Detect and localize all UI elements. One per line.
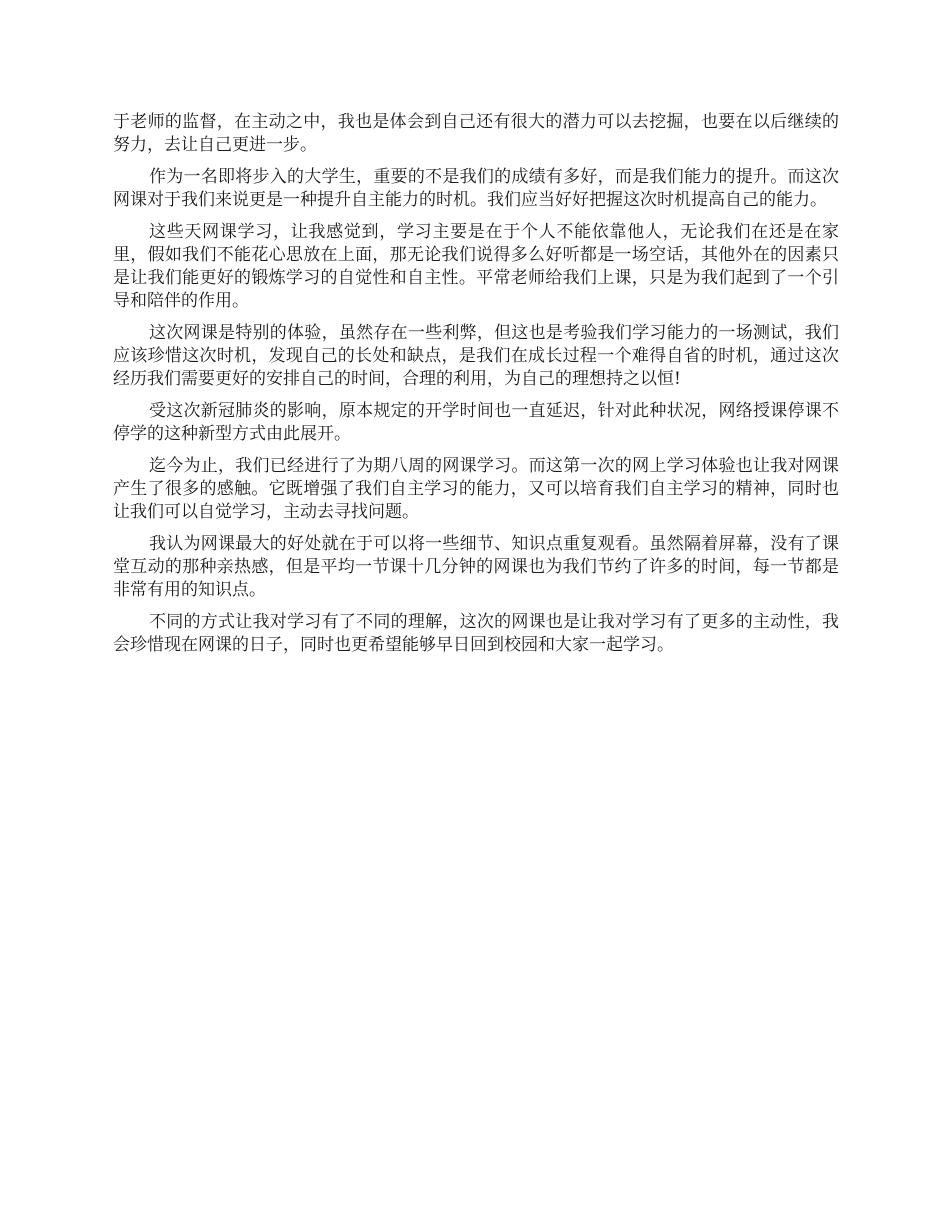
paragraph-continuation: 于老师的监督，在主动之中，我也是体会到自己还有很大的潜力可以去挖掘，也要在以后继续的努力，去让自己更进一步。 (113, 112, 839, 155)
paragraph: 这些天网课学习，让我感觉到，学习主要是在于个人不能依靠他人，无论我们在还是在家里，假如我们不能花心思放在上面，那无论我们说得多么好听都是一场空话，其他外在的因素只是让我们能更好的锻炼学习的自觉性和自主性。平常老师给我们上课，只是为我们起到了一个引导和陪伴的作用。 (113, 222, 839, 311)
document-body (113, 111, 839, 666)
paragraph: 我认为网课最大的好处就在于可以将一些细节、知识点重复观看。虽然隔着屏幕，没有了课堂互动的那种亲热感，但是平均一节课十几分钟的网课也为我们节约了许多的时间，每一节都是非常有用的知识点。 (113, 534, 839, 600)
paragraph: 受这次新冠肺炎的影响，原本规定的开学时间也一直延迟，针对此种状况，网络授课停课不停学的这种新型方式由此展开。 (113, 401, 839, 444)
paragraph: 不同的方式让我对学习有了不同的理解，这次的网课也是让我对学习有了更多的主动性，我会珍惜现在网课的日子，同时也更希望能够早日回到校园和大家一起学习。 (113, 612, 839, 655)
paragraph: 作为一名即将步入的大学生，重要的不是我们的成绩有多好，而是我们能力的提升。而这次网课对于我们来说更是一种提升自主能力的时机。我们应当好好把握这次时机提高自己的能力。 (113, 167, 839, 210)
paragraph: 这次网课是特别的体验，虽然存在一些利弊，但这也是考验我们学习能力的一场测试，我们应该珍惜这次时机，发现自己的长处和缺点，是我们在成长过程一个难得自省的时机，通过这次经历我们需要更好的安排自己的时间，合理的利用，为自己的理想持之以恒! (113, 323, 839, 389)
paragraph: 迄今为止，我们已经进行了为期八周的网课学习。而这第一次的网上学习体验也让我对网课产生了很多的感触。它既增强了我们自主学习的能力，又可以培育我们自主学习的精神，同时也让我们可以自觉学习，主动去寻找问题。 (113, 456, 839, 522)
